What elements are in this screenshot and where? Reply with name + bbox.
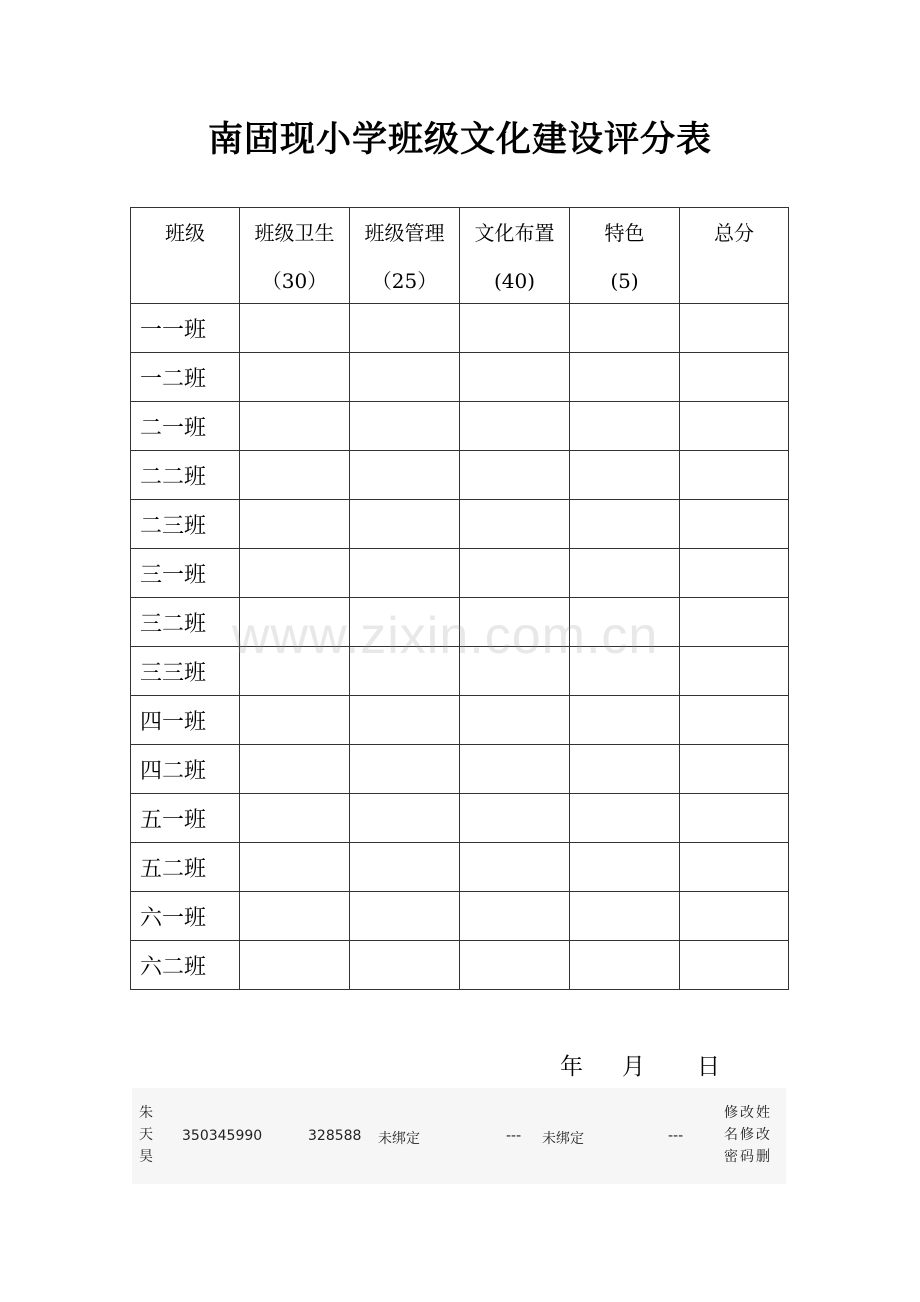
score-cell[interactable] — [240, 892, 350, 941]
class-name-cell: 四一班 — [131, 696, 240, 745]
delete-link[interactable]: 删 — [756, 1149, 772, 1165]
score-cell[interactable] — [240, 451, 350, 500]
score-cell[interactable] — [460, 402, 570, 451]
score-cell[interactable] — [570, 696, 680, 745]
score-cell[interactable] — [460, 500, 570, 549]
score-cell[interactable] — [680, 500, 789, 549]
score-cell[interactable] — [570, 304, 680, 353]
score-cell[interactable] — [460, 598, 570, 647]
score-cell[interactable] — [240, 794, 350, 843]
score-cell[interactable] — [680, 794, 789, 843]
score-cell[interactable] — [350, 500, 460, 549]
user-number: 328588 — [308, 1128, 362, 1144]
score-cell[interactable] — [680, 892, 789, 941]
dash-2: --- — [668, 1128, 684, 1144]
page-title: 南固现小学班级文化建设评分表 — [207, 119, 712, 160]
score-cell[interactable] — [680, 549, 789, 598]
score-cell[interactable] — [680, 696, 789, 745]
score-cell[interactable] — [460, 941, 570, 990]
header-hygiene: 班级卫生 （30） — [240, 208, 350, 304]
score-cell[interactable] — [350, 696, 460, 745]
score-cell[interactable] — [240, 843, 350, 892]
table-row — [131, 549, 789, 598]
class-name-cell: 五一班 — [131, 794, 240, 843]
binding-status-2: 未绑定 — [542, 1131, 584, 1147]
score-cell[interactable] — [570, 402, 680, 451]
score-cell[interactable] — [350, 402, 460, 451]
score-cell[interactable] — [240, 549, 350, 598]
watermark: www.zixin.com.cn — [232, 607, 659, 665]
score-cell[interactable] — [240, 304, 350, 353]
user-name: 朱天昊 — [139, 1105, 153, 1165]
score-cell[interactable] — [680, 353, 789, 402]
class-name-cell: 四二班 — [131, 745, 240, 794]
score-cell[interactable] — [350, 745, 460, 794]
score-cell[interactable] — [680, 402, 789, 451]
score-cell[interactable] — [460, 892, 570, 941]
dash-1: --- — [506, 1128, 522, 1144]
score-cell[interactable] — [240, 500, 350, 549]
score-cell[interactable] — [350, 794, 460, 843]
score-cell[interactable] — [570, 598, 680, 647]
binding-status-1: 未绑定 — [378, 1131, 420, 1147]
table-row — [131, 892, 789, 941]
score-cell[interactable] — [680, 598, 789, 647]
class-name-cell: 一一班 — [131, 304, 240, 353]
header-feature: 特色 (5) — [570, 208, 680, 304]
date-day: 日 — [697, 1054, 720, 1080]
score-cell[interactable] — [460, 549, 570, 598]
score-cell[interactable] — [570, 353, 680, 402]
score-cell[interactable] — [350, 549, 460, 598]
score-cell[interactable] — [570, 941, 680, 990]
score-cell[interactable] — [240, 647, 350, 696]
table-row — [131, 745, 789, 794]
table-row — [131, 353, 789, 402]
header-decoration: 文化布置 (40) — [460, 208, 570, 304]
table-row — [131, 451, 789, 500]
score-cell[interactable] — [350, 304, 460, 353]
score-cell[interactable] — [680, 745, 789, 794]
header-total: 总分 — [680, 208, 789, 304]
class-name-cell: 三三班 — [131, 647, 240, 696]
score-cell[interactable] — [240, 353, 350, 402]
score-cell[interactable] — [570, 843, 680, 892]
score-cell[interactable] — [460, 745, 570, 794]
table-row — [131, 598, 789, 647]
score-cell[interactable] — [350, 647, 460, 696]
header-management: 班级管理 （25） — [350, 208, 460, 304]
class-name-cell: 六一班 — [131, 892, 240, 941]
score-cell[interactable] — [570, 794, 680, 843]
score-cell[interactable] — [570, 549, 680, 598]
date-month: 月 — [622, 1054, 645, 1080]
score-cell[interactable] — [570, 745, 680, 794]
score-cell[interactable] — [350, 941, 460, 990]
score-cell[interactable] — [460, 696, 570, 745]
score-cell[interactable] — [460, 451, 570, 500]
user-actions — [724, 1102, 784, 1168]
table-row — [131, 500, 789, 549]
table-row — [131, 843, 789, 892]
user-info-row — [132, 1088, 786, 1184]
table-row — [131, 794, 789, 843]
class-name-cell: 二一班 — [131, 402, 240, 451]
score-cell[interactable] — [350, 598, 460, 647]
score-cell[interactable] — [460, 794, 570, 843]
date-year: 年 — [560, 1054, 583, 1080]
score-cell[interactable] — [350, 353, 460, 402]
header-class: 班级 — [131, 208, 240, 304]
class-name-cell: 二三班 — [131, 500, 240, 549]
table-body — [131, 304, 789, 990]
user-id: 350345990 — [182, 1128, 263, 1144]
score-table — [130, 207, 789, 990]
table-row — [131, 647, 789, 696]
score-cell[interactable] — [240, 696, 350, 745]
score-cell[interactable] — [350, 843, 460, 892]
table-row — [131, 696, 789, 745]
score-cell[interactable] — [460, 647, 570, 696]
score-cell[interactable] — [240, 941, 350, 990]
score-cell[interactable] — [570, 451, 680, 500]
score-cell[interactable] — [570, 647, 680, 696]
score-cell[interactable] — [680, 843, 789, 892]
score-cell[interactable] — [680, 941, 789, 990]
score-cell[interactable] — [460, 304, 570, 353]
score-cell[interactable] — [350, 451, 460, 500]
score-cell[interactable] — [240, 598, 350, 647]
rename-link[interactable]: 修改姓名 — [724, 1105, 772, 1143]
class-name-cell: 一二班 — [131, 353, 240, 402]
score-cell[interactable] — [680, 304, 789, 353]
score-cell[interactable] — [570, 500, 680, 549]
table-row — [131, 402, 789, 451]
score-cell[interactable] — [240, 402, 350, 451]
score-cell[interactable] — [680, 647, 789, 696]
table-header-row — [131, 208, 789, 304]
class-name-cell: 二二班 — [131, 451, 240, 500]
score-cell[interactable] — [350, 892, 460, 941]
score-cell[interactable] — [460, 843, 570, 892]
score-cell[interactable] — [240, 745, 350, 794]
table-row — [131, 941, 789, 990]
score-cell[interactable] — [680, 451, 789, 500]
class-name-cell: 六二班 — [131, 941, 240, 990]
change-password-link[interactable]: 修改密码 — [724, 1127, 772, 1165]
score-cell[interactable] — [460, 353, 570, 402]
class-name-cell: 三二班 — [131, 598, 240, 647]
table-row — [131, 304, 789, 353]
class-name-cell: 五二班 — [131, 843, 240, 892]
class-name-cell: 三一班 — [131, 549, 240, 598]
score-cell[interactable] — [570, 892, 680, 941]
